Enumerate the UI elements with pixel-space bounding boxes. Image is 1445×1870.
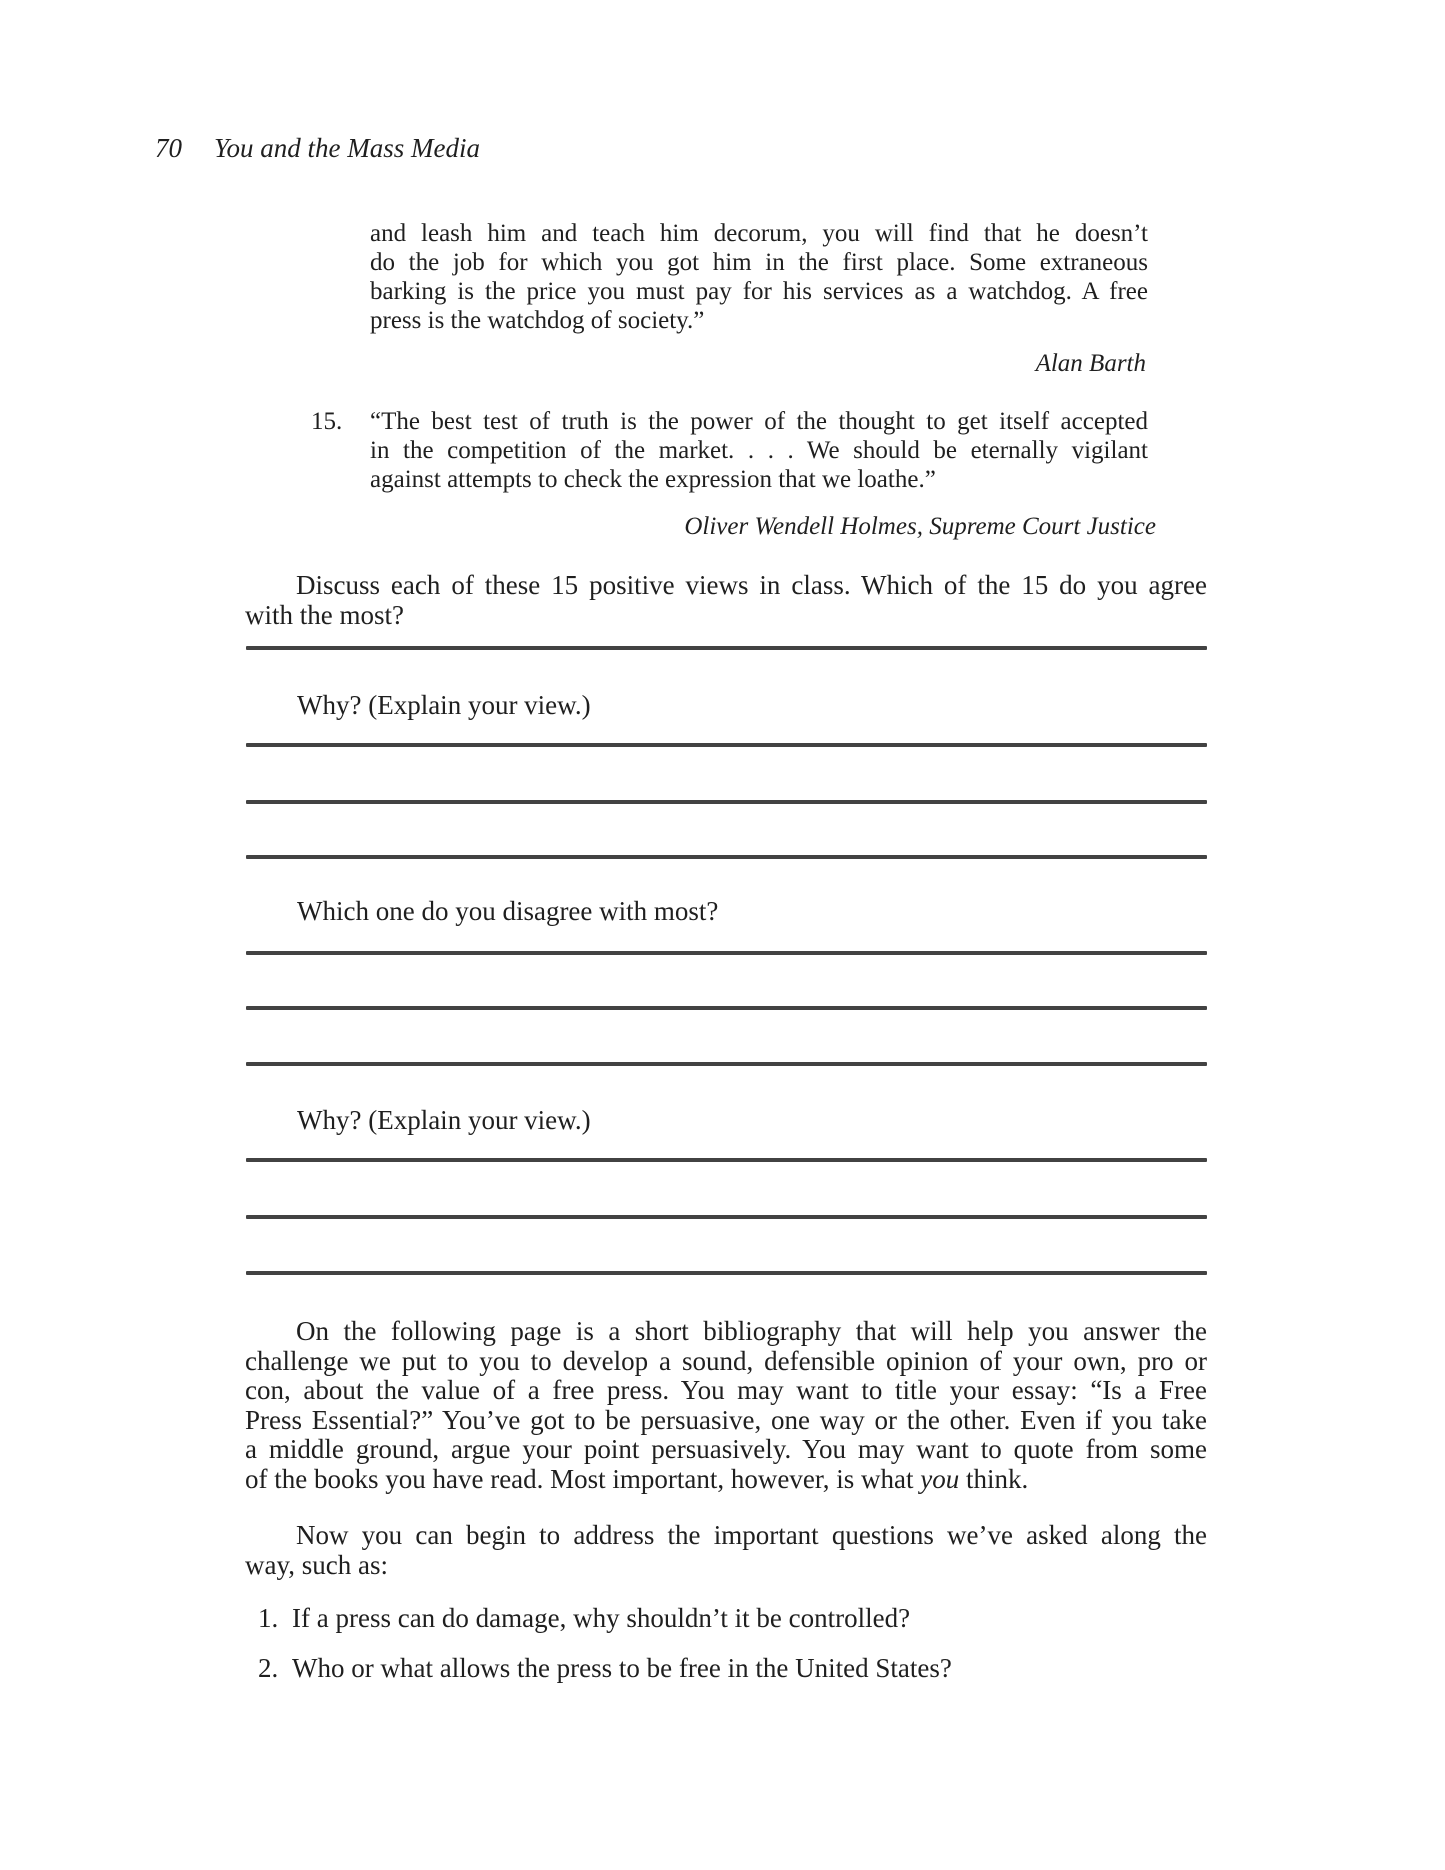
answer-line-7 <box>246 1062 1207 1066</box>
paragraph-line: with the most? <box>245 599 404 630</box>
answer-line-6 <box>246 1006 1207 1010</box>
paragraph-line: On the following page is a short bibliography that will help you answer the <box>296 1316 1207 1346</box>
paragraph-line: con, about the value of a free press. You may want to title your essay: “Is a Free <box>245 1375 1207 1405</box>
emphasis-you: you <box>920 1463 960 1494</box>
paragraph-text: think. <box>959 1463 1029 1494</box>
attribution-holmes: Oliver Wendell Holmes, Supreme Court Justice <box>684 513 1156 540</box>
quote-line: do the job for which you got him in the first place. Some extraneous <box>370 249 1148 276</box>
paragraph-line: Now you can begin to address the important questions we’ve asked along the <box>296 1520 1207 1550</box>
numbered-question-1 <box>258 1603 910 1633</box>
list-text: Who or what allows the press to be free in the United States? <box>292 1653 952 1683</box>
quote-15-number: 15. <box>311 408 343 435</box>
paragraph-line: Discuss each of these 15 positive views in class. Which of the 15 do you agree <box>296 570 1207 600</box>
list-number: 2. <box>258 1653 279 1683</box>
quote-line: against attempts to check the expression that we loathe.” <box>370 466 936 493</box>
list-text: If a press can do damage, why shouldn’t it be controlled? <box>292 1603 911 1633</box>
quote-line: in the competition of the market. . . . We should be eternally vigilant <box>370 437 1148 464</box>
answer-line-10 <box>246 1271 1207 1275</box>
question-why-2: Why? (Explain your view.) <box>297 1105 591 1135</box>
list-number: 1. <box>258 1603 279 1633</box>
answer-line-4 <box>246 855 1207 859</box>
answer-line-8 <box>246 1158 1207 1162</box>
quote-line: and leash him and teach him decorum, you will find that he doesn’t <box>370 220 1148 247</box>
paragraph-line: challenge we put to you to develop a sound, defensible opinion of your own, pro or <box>245 1345 1207 1376</box>
running-head <box>155 133 480 163</box>
question-disagree: Which one do you disagree with most? <box>297 896 719 926</box>
answer-line-1 <box>246 646 1207 650</box>
page-number: 70 <box>155 133 182 163</box>
paragraph-line: Press Essential?” You’ve got to be persuasive, one way or the other. Even if you take <box>245 1404 1207 1435</box>
paragraph-line <box>245 1465 1207 1495</box>
quote-15 <box>370 407 1148 494</box>
answer-line-3 <box>246 800 1207 804</box>
paragraph-line: a middle ground, argue your point persuasively. You may want to quote from some <box>245 1434 1207 1464</box>
question-why-1: Why? (Explain your view.) <box>297 690 591 720</box>
discussion-prompt <box>245 571 1207 630</box>
quote-line: “The best test of truth is the power of the thought to get itself accepted <box>370 408 1148 435</box>
answer-line-2 <box>246 743 1207 747</box>
closing-paragraph-1 <box>245 1317 1207 1494</box>
numbered-question-2 <box>258 1653 952 1683</box>
book-title: You and the Mass Media <box>214 133 481 163</box>
quote-line: press is the watchdog of society.” <box>370 307 705 334</box>
answer-line-5 <box>246 951 1207 955</box>
quote-14-continuation <box>370 219 1148 335</box>
paragraph-text: of the books you have read. Most important, however, is what <box>245 1463 921 1494</box>
answer-line-9 <box>246 1215 1207 1219</box>
closing-paragraph-2 <box>245 1521 1207 1580</box>
paragraph-line: way, such as: <box>245 1549 388 1580</box>
attribution-alan-barth: Alan Barth <box>1035 350 1146 377</box>
quote-line: barking is the price you must pay for his services as a watchdog. A free <box>370 278 1148 305</box>
